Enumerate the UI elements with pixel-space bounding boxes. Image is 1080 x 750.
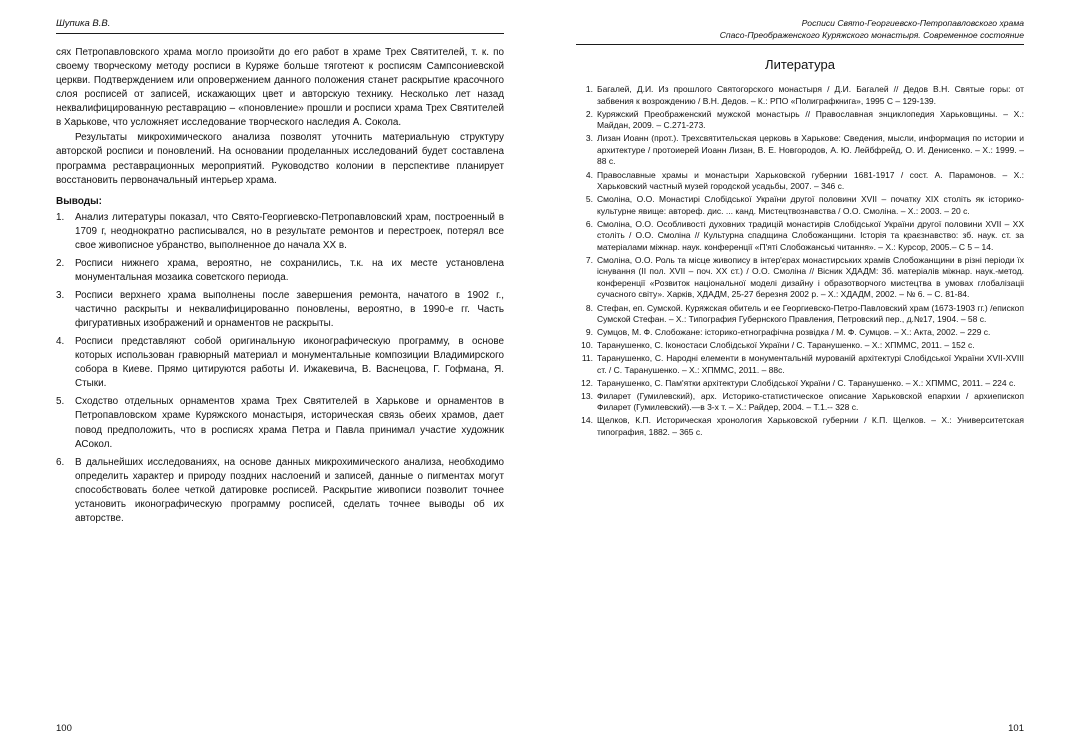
list-item-text: Таранушенко, С. Пам'ятки архітектури Слобідської України / С. Таранушенко. – Х.: ХПММС, 2011. – 224 с.	[597, 377, 1016, 388]
list-item-number: 6.	[585, 218, 593, 229]
list-item	[576, 84, 1024, 107]
list-item-text: Стефан, еп. Сумской. Куряжская обитель и ее Георгиевско-Петро-Павловский храм (1673-1903 гг.) /епископ Сумской Стефан. – Х.: Типография Губернского Правления, Петровский пер., д.№17, 1904. – 58 с.	[597, 302, 1024, 325]
list-item-text: В дальнейших исследованиях, на основе данных микрохимического анализа, необходимо определить характер и природу поздних наслоений и записей, данные о пигментах могут способствовать более четкой датировке росписей. Раскрытие живописи позволит точнее установить иконографическую программу росписей, сделать точнее выводы об их авторстве.	[75, 456, 504, 524]
list-item-text: Смоліна, О.О. Монастирі Слобідської України другої половини XVII – початку XIX століть як історико-культурне явище: автореф. дис. ... канд. Мистецтвознавства / О.О. Смоліна. – Х.: 2003. – 20 с.	[597, 194, 1024, 216]
list-item-text: Смоліна, О.О. Особливості духовних традицій монастирів Слобідської України другої половини XVII – XX століть / О.О. Смоліна // Культурна спадщина Слобожанщини. Історія та краєзнавство: зб. наук. ст. за матеріалами міжнар. наук. конференції «П'яті Слобожанські читання». – Х.: Курсор, 2005.– С 5 – 14.	[597, 218, 1024, 252]
list-item-number: 10.	[581, 340, 593, 351]
list-item	[56, 257, 504, 285]
list-item-number: 1.	[585, 84, 593, 95]
left-running-head: Шупика В.В.	[56, 18, 504, 34]
paragraph: Результаты микрохимического анализа позволят уточнить материальную структуру авторской росписи и поновлений. На основании проделанных исследований будет составлена программа реставрационных мероприятий. Руководство колонии в перспективе планирует восстановить первоначальный интерьер храма.	[56, 132, 504, 186]
list-item	[56, 211, 504, 253]
list-item-number: 5.	[585, 194, 593, 205]
list-item-number: 9.	[585, 327, 593, 338]
list-item	[576, 391, 1024, 414]
conclusions-list	[56, 211, 504, 526]
list-item-number: 3.	[585, 133, 593, 144]
list-item-number: 1.	[56, 211, 65, 223]
list-item-text: Таранушенко, С. Іконостаси Слобідської України / С. Таранушенко. – Х.: ХПММС, 2011. – 152 с.	[597, 340, 975, 351]
list-item-text: Филарет (Гумилевский), арх. Историко-статистическое описание Харьковской епархии / архиепископ Филарет (Гумилевский).—в 3-х т. – Х.: Райдер, 2004. – Т.1.-- 328 с.	[597, 390, 1024, 413]
list-item-number: 14.	[581, 415, 593, 426]
list-item-text: Росписи представляют собой оригинальную иконографическую программу, в основе которых использован гравюрный материал и монументальные композиции Владимирского собора в Киеве. Прямо цитируются работы И. Ижакевича, В. Васнецова, Г. Гофмана, Я. Стыки.	[75, 336, 504, 390]
list-item-text: Сумцов, М. Ф. Слобожане: історико-етнографічна розвідка / М. Ф. Сумцов. – Х.: Акта, 2002. – 229 с.	[597, 327, 991, 338]
list-item	[576, 133, 1024, 168]
list-item	[576, 109, 1024, 132]
list-item-text: Щелков, К.П. Историческая хронология Харьковской губернии / К.П. Щелков. – Х.: Университетская типография, 1882. – 365 с.	[597, 415, 1024, 437]
list-item	[576, 353, 1024, 376]
list-item-number: 11.	[581, 353, 593, 364]
conclusions-subheading: Выводы:	[56, 195, 102, 207]
list-item	[56, 395, 504, 451]
list-item-number: 2.	[56, 257, 65, 269]
list-item-text: Православные храмы и монастыри Харьковской губернии 1681-1917 / сост. А. Парамонов. – Х.: Харьковский частный музей городской усадьбы, 2007. – 346 с.	[597, 169, 1024, 192]
list-item-text: Анализ литературы показал, что Свято-Георгиевско-Петропавловский храм, построенный в 1709 г, неоднократно расписывался, но в результате ремонтов и перестроек, потерял все свое живописное убранство, выполненное до начала ХХ в.	[75, 211, 504, 251]
list-item-number: 3.	[56, 289, 65, 301]
list-item-text: Лизан Иоанн (прот.). Трехсвятительская церковь в Харькове: Сведения, мысли, информация по истории и архитектуре / протоиерей Иоанн Лизан, В. Е. Новгородов, А. Ю. Лейбфрейд, О. И. Денисенко. – Х.: 1999. – 88 с.	[597, 133, 1024, 167]
list-item	[576, 170, 1024, 193]
list-item	[576, 219, 1024, 254]
list-item-text: Багалей, Д.И. Из прошлого Святогорского монастыря / Д.И. Багалей // Дедов В.Н. Святые горы: от забвения к возрождению / В.Н. Дедов. – К.: РПО «Полиграфкнига», 1995 С – 129-139.	[597, 84, 1024, 106]
list-item	[56, 456, 504, 526]
list-item-number: 4.	[56, 336, 65, 348]
list-item-number: 2.	[585, 108, 593, 119]
list-item-text: Росписи верхнего храма выполнены после завершения ремонта, начатого в 1902 г., частично раскрыты и неквалифицированно поновлены, вероятно, в 1990-е гг. Часть фигуративных изображений и орнаментов не раскрыты.	[75, 289, 504, 330]
list-item-text: Таранушенко, С. Народні елементи в монументальній мурованій архітектурі Слобідської України XVII-XVIII ст. / С. Таранушенко. – Х.: ХПММС, 2011. – 88с.	[597, 353, 1024, 375]
right-page	[540, 0, 1080, 750]
running-head-line-1: Росписи Свято-Георгиевско-Петропавловского храма	[801, 18, 1024, 28]
list-item-text: Сходство отдельных орнаментов храма Трех Святителей в Харькове и орнаментов в Петропавловском храме Куряжского монастыря, историческая связь обеих храмов, дает повод предположить, что в росписях храма Петра и Павла принимал участие художник АСокол.	[75, 396, 504, 450]
left-page-number: 100	[56, 723, 72, 734]
list-item-number: 7.	[585, 254, 593, 265]
references-list	[576, 84, 1024, 438]
list-item	[576, 255, 1024, 301]
list-item-text: Куряжский Преображенский мужской монастырь // Православная энциклопедия Харьковщины. – Х.: Майдан, 2009. – С.271-273.	[597, 108, 1024, 131]
list-item	[56, 335, 504, 391]
running-head-line-2: Спасо-Преображенского Куряжского монастыря. Современное состояние	[719, 29, 1024, 40]
list-item	[576, 415, 1024, 438]
right-running-head	[576, 18, 1024, 45]
list-item-number: 8.	[585, 302, 593, 313]
list-item	[576, 340, 1024, 352]
list-item-number: 12.	[581, 377, 593, 388]
list-item-text: Смоліна, О.О. Роль та місце живопису в інтер'єрах монастирських храмів Слобожанщини в різні періоди їх існування (II пол. XVII – поч. XX ст.) / О.О. Смоліна // Вісник ХДАДМ: Зб. матеріалів міжнар. наук.-метод. конференції «Розвиток національної моделі дизайну і образотворчого мистецтва в умовах глобалізаціі сучасного світу». Харків, ХДАДМ, 25-27 березня 2002 р. – Х.: ХДАДМ, 2002. – № 6. – С. 81-84.	[597, 254, 1024, 300]
list-item	[576, 327, 1024, 339]
references-heading: Литература	[765, 57, 835, 73]
left-body-text	[56, 46, 504, 188]
list-item	[56, 289, 504, 331]
list-item	[576, 303, 1024, 326]
list-item-number: 4.	[585, 169, 593, 180]
list-item	[576, 194, 1024, 217]
list-item-number: 6.	[56, 456, 65, 468]
paragraph: сях Петропавловского храма могло произойти до его работ в храме Трех Святителей, т. к. по своему творческому методу росписи в Куряже больше тяготеют к росписям Сампсониевской церкви. Подтверждением или опровержением данного положения станет раскрытие красочного слоя росписей от записей, искажающих цвет и авторскую технику. Несколько лет назад неквалифицированную реставрацию – «поновление» прошли и росписи храма Трех Святителей в Харькове, что усложняет исследование творческого наследия А. Сокола.	[56, 47, 504, 129]
list-item	[576, 378, 1024, 390]
right-page-number: 101	[1008, 723, 1024, 734]
list-item-number: 13.	[581, 390, 593, 401]
list-item-number: 5.	[56, 396, 65, 408]
list-item-text: Росписи нижнего храма, вероятно, не сохранились, т.к. на их месте установлена монументальная мозаика советского периода.	[75, 257, 504, 283]
